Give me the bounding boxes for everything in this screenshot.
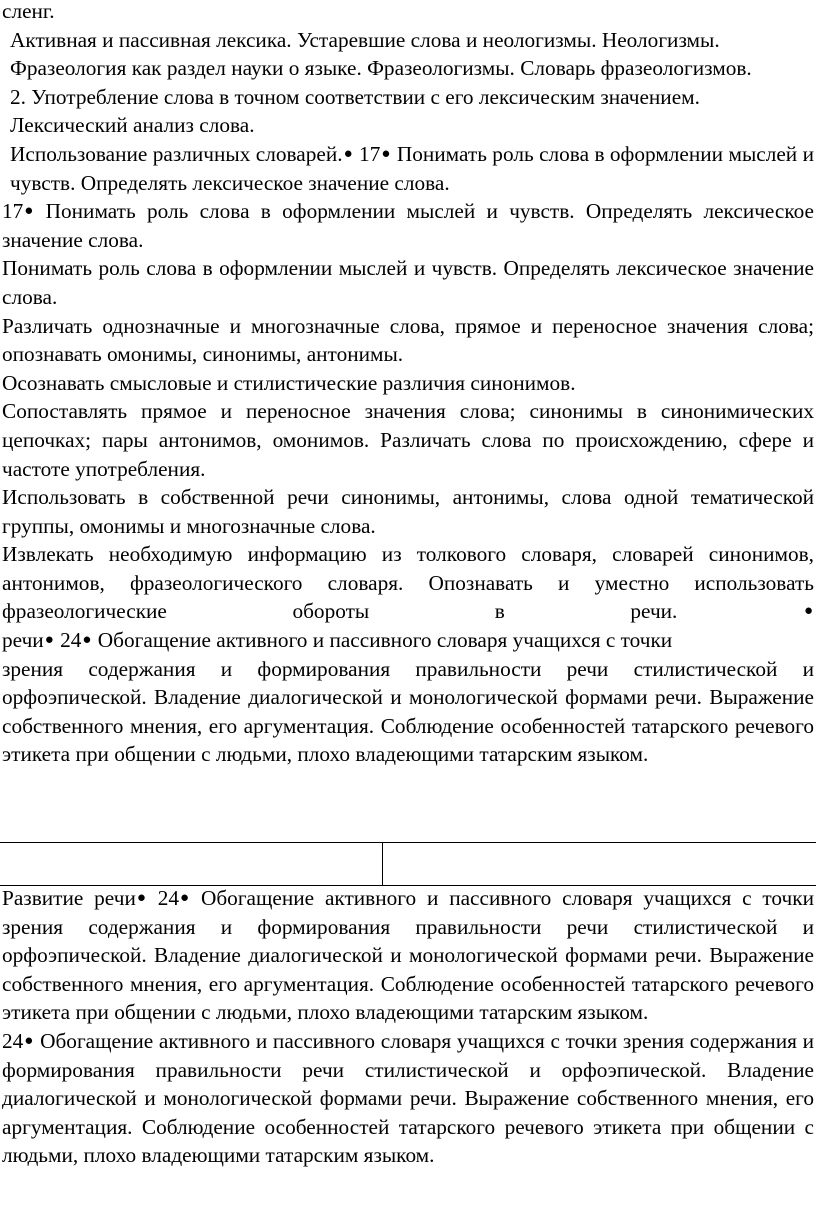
number-label: 17 [359,141,381,166]
text-span: Понимать роль слова в оформлении мыслей и чувств. Определять лексическое значение слова. [2,199,814,252]
text-span: Обогащение активного и пассивного словаря учащихся с точки зрения содержания и формирования правильности речи стилистической и орфоэпической. Владение диалогической и монологической формами речи. Выражение собственного мнения, его аргументация. Соблюдение особенностей татарского речевого этикета при общении с людьми, плохо владеющими татарским языком. [2,886,814,1025]
text-span: речи [2,628,44,653]
text-paragraph: Фразеология как раздел науки о языке. Фразеологизмы. Словарь фразеологизмов. [10,56,752,81]
text-span: Обогащение активного и пассивного словаря учащихся с точки [97,628,673,653]
text-paragraph: Использовать в собственной речи синонимы, антонимы, слова одной тематической группы, омонимы и многозначные слова. [2,485,814,538]
bullet-icon: ● [180,890,190,906]
text-span: Использование различных словарей. [10,141,343,166]
bullet-icon: ● [803,603,813,620]
number-label: 24 [157,886,180,910]
bullet-icon: ● [381,145,391,162]
text-line: Осознавать смысловые и стилистические различия синонимов. [2,370,576,395]
number-label: 24 [60,628,82,653]
bullet-icon: ● [82,632,92,649]
text-span: Обогащение активного и пассивного словаря учащихся с точки зрения содержания и формирования правильности речи стилистической и орфоэпической. Владение диалогической и монологической формами речи. Выражение собственного мнения, его аргументация. Соблюдение особенностей татарского речевого этикета при общении с людьми, плохо владеющими татарским языком. [2,1028,815,1168]
bullet-icon: ● [24,1032,34,1049]
number-label: 24 [2,1028,24,1053]
text-span: Понимать роль слова в оформлении мыслей и чувств. Определять лексическое значение слова. [10,141,815,195]
text-paragraph [0,1027,816,1170]
bullet-icon: ● [136,890,146,906]
text-paragraph: Сопоставлять прямое и переносное значения слова; синонимы в синонимических цепочках; пары антонимов, омонимов. Различать слова по происхождению, сфере и частоте употребления. [2,399,814,481]
text-line: 2. Употребление слова в точном соответствии с его лексическим значением. [10,84,700,109]
text-section-bottom [0,884,816,1170]
text-paragraph: Различать однозначные и многозначные слова, прямое и переносное значения слова; опознавать омонимы, синонимы, антонимы. [2,313,814,367]
text-paragraph: Понимать роль слова в оформлении мыслей и чувств. Определять лексическое значение слова. [2,256,814,309]
text-line: Лексический анализ слова. [10,113,255,138]
bullet-icon: ● [343,145,353,162]
text-paragraph [0,884,816,1027]
text-span: Развитие речи [2,886,136,910]
table-empty-row [0,842,816,886]
bullet-icon: ● [24,203,34,220]
text-paragraph: зрения содержания и формирования правильности речи стилистической и орфоэпической. Владение диалогической и монологической формами речи. Выражение собственного мнения, его аргументация. Соблюдение особенностей татарского речевого этикета при общении с людьми, плохо владеющими татарским языком. [2,656,814,767]
number-label: 17 [2,199,24,224]
text-line: сленг. [2,0,55,23]
bullet-icon: ● [44,632,54,649]
text-paragraph [0,540,816,626]
text-line [0,626,816,655]
text-paragraph [0,140,816,197]
text-span: Извлекать необходимую информацию из толкового словаря, словарей синонимов, антонимов, фразеологического словаря. Опознавать и уместно использовать фразеологические обороты в речи. [2,542,814,624]
text-paragraph: Активная и пассивная лексика. Устаревшие слова и неологизмы. Неологизмы. [10,27,720,52]
table-cell-divider [382,843,383,885]
text-paragraph [0,197,816,254]
